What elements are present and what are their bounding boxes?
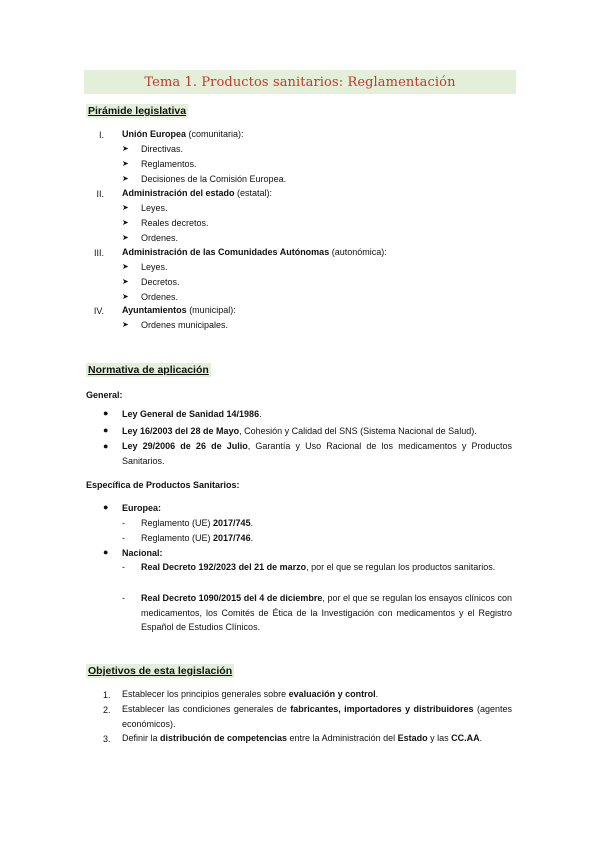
bullet-icon: ●	[103, 425, 109, 435]
arrow-bullet-icon: ➤	[122, 203, 129, 212]
arrow-bullet-icon: ➤	[122, 320, 129, 329]
europea-item: Reglamento (UE) 2017/746.	[141, 533, 254, 543]
objetivo-item: Establecer las condiciones generales de fabricantes, importadores y distribuidores (agentes económicos).	[122, 704, 512, 729]
piramide-item-title: Unión Europea (comunitaria):	[122, 129, 244, 139]
arrow-bullet-icon: ➤	[122, 174, 129, 183]
general-law-item: Ley 16/2003 del 28 de Mayo, Cohesión y Calidad del SNS (Sistema Nacional de Salud).	[122, 426, 477, 436]
arrow-bullet-icon: ➤	[122, 233, 129, 242]
dash-marker: -	[122, 533, 125, 543]
especifica-label: Específica de Productos Sanitarios:	[86, 480, 240, 490]
general-label: General:	[86, 390, 123, 400]
page-title: Tema 1. Productos sanitarios: Reglamentación	[144, 74, 456, 90]
list-number: 1.	[103, 690, 111, 700]
piramide-sub-item: Reales decretos.	[141, 218, 209, 228]
nacional-item: Real Decreto 1090/2015 del 4 de diciembre, por el que se regulan los ensayos clínicos con medicamentos, los Comités de Ética de la Investigación con medicamentos y el Registro Español de Estudios Clínicos.	[141, 593, 512, 632]
nacional-label: Nacional:	[122, 548, 163, 558]
dash-marker: -	[122, 562, 125, 572]
arrow-bullet-icon: ➤	[122, 262, 129, 271]
roman-numeral: II.	[96, 189, 104, 199]
piramide-sub-item: Decisiones de la Comisión Europea.	[141, 174, 287, 184]
section-heading-objetivos: Objetivos de esta legislación	[88, 665, 233, 677]
roman-numeral: I.	[98, 130, 104, 140]
general-law-item: Ley 29/2006 de 26 de Julio, Garantía y Uso Racional de los medicamentos y Productos Sanitarios.	[122, 441, 512, 466]
bullet-icon: ●	[103, 441, 109, 451]
bullet-icon: ●	[103, 547, 109, 557]
roman-numeral: III.	[93, 248, 104, 258]
piramide-sub-item: Ordenes.	[141, 233, 179, 243]
europea-label: Europea:	[122, 503, 162, 513]
piramide-sub-item: Leyes.	[141, 203, 168, 213]
piramide-sub-item: Ordenes.	[141, 292, 179, 302]
title-banner	[84, 70, 516, 94]
section-heading-normativa: Normativa de aplicación	[88, 364, 209, 376]
piramide-sub-item: Leyes.	[141, 262, 168, 272]
arrow-bullet-icon: ➤	[122, 144, 129, 153]
piramide-sub-item: Decretos.	[141, 277, 180, 287]
piramide-item-title: Ayuntamientos (municipal):	[122, 305, 236, 315]
piramide-sub-item: Directivas.	[141, 144, 184, 154]
piramide-sub-item: Ordenes municipales.	[141, 320, 229, 330]
piramide-item-title: Administración de las Comunidades Autónomas (autonómica):	[122, 247, 387, 257]
general-law-item: Ley General de Sanidad 14/1986.	[122, 409, 262, 419]
bullet-icon: ●	[103, 502, 109, 512]
objetivo-item: Establecer los principios generales sobre evaluación y control.	[122, 689, 379, 699]
dash-marker: -	[122, 518, 125, 528]
europea-item: Reglamento (UE) 2017/745.	[141, 518, 254, 528]
nacional-item: Real Decreto 192/2023 del 21 de marzo, por el que se regulan los productos sanitarios.	[141, 562, 496, 572]
piramide-sub-item: Reglamentos.	[141, 159, 197, 169]
list-number: 2.	[103, 705, 111, 715]
piramide-item-title: Administración del estado (estatal):	[122, 188, 273, 198]
roman-numeral: IV.	[93, 306, 104, 316]
section-heading-piramide: Pirámide legislativa	[88, 105, 187, 117]
arrow-bullet-icon: ➤	[122, 159, 129, 168]
objetivo-item: Definir la distribución de competencias entre la Administración del Estado y las CC.AA.	[122, 733, 483, 743]
arrow-bullet-icon: ➤	[122, 277, 129, 286]
arrow-bullet-icon: ➤	[122, 292, 129, 301]
dash-marker: -	[122, 593, 125, 603]
bullet-icon: ●	[103, 408, 109, 418]
arrow-bullet-icon: ➤	[122, 218, 129, 227]
list-number: 3.	[103, 734, 111, 744]
